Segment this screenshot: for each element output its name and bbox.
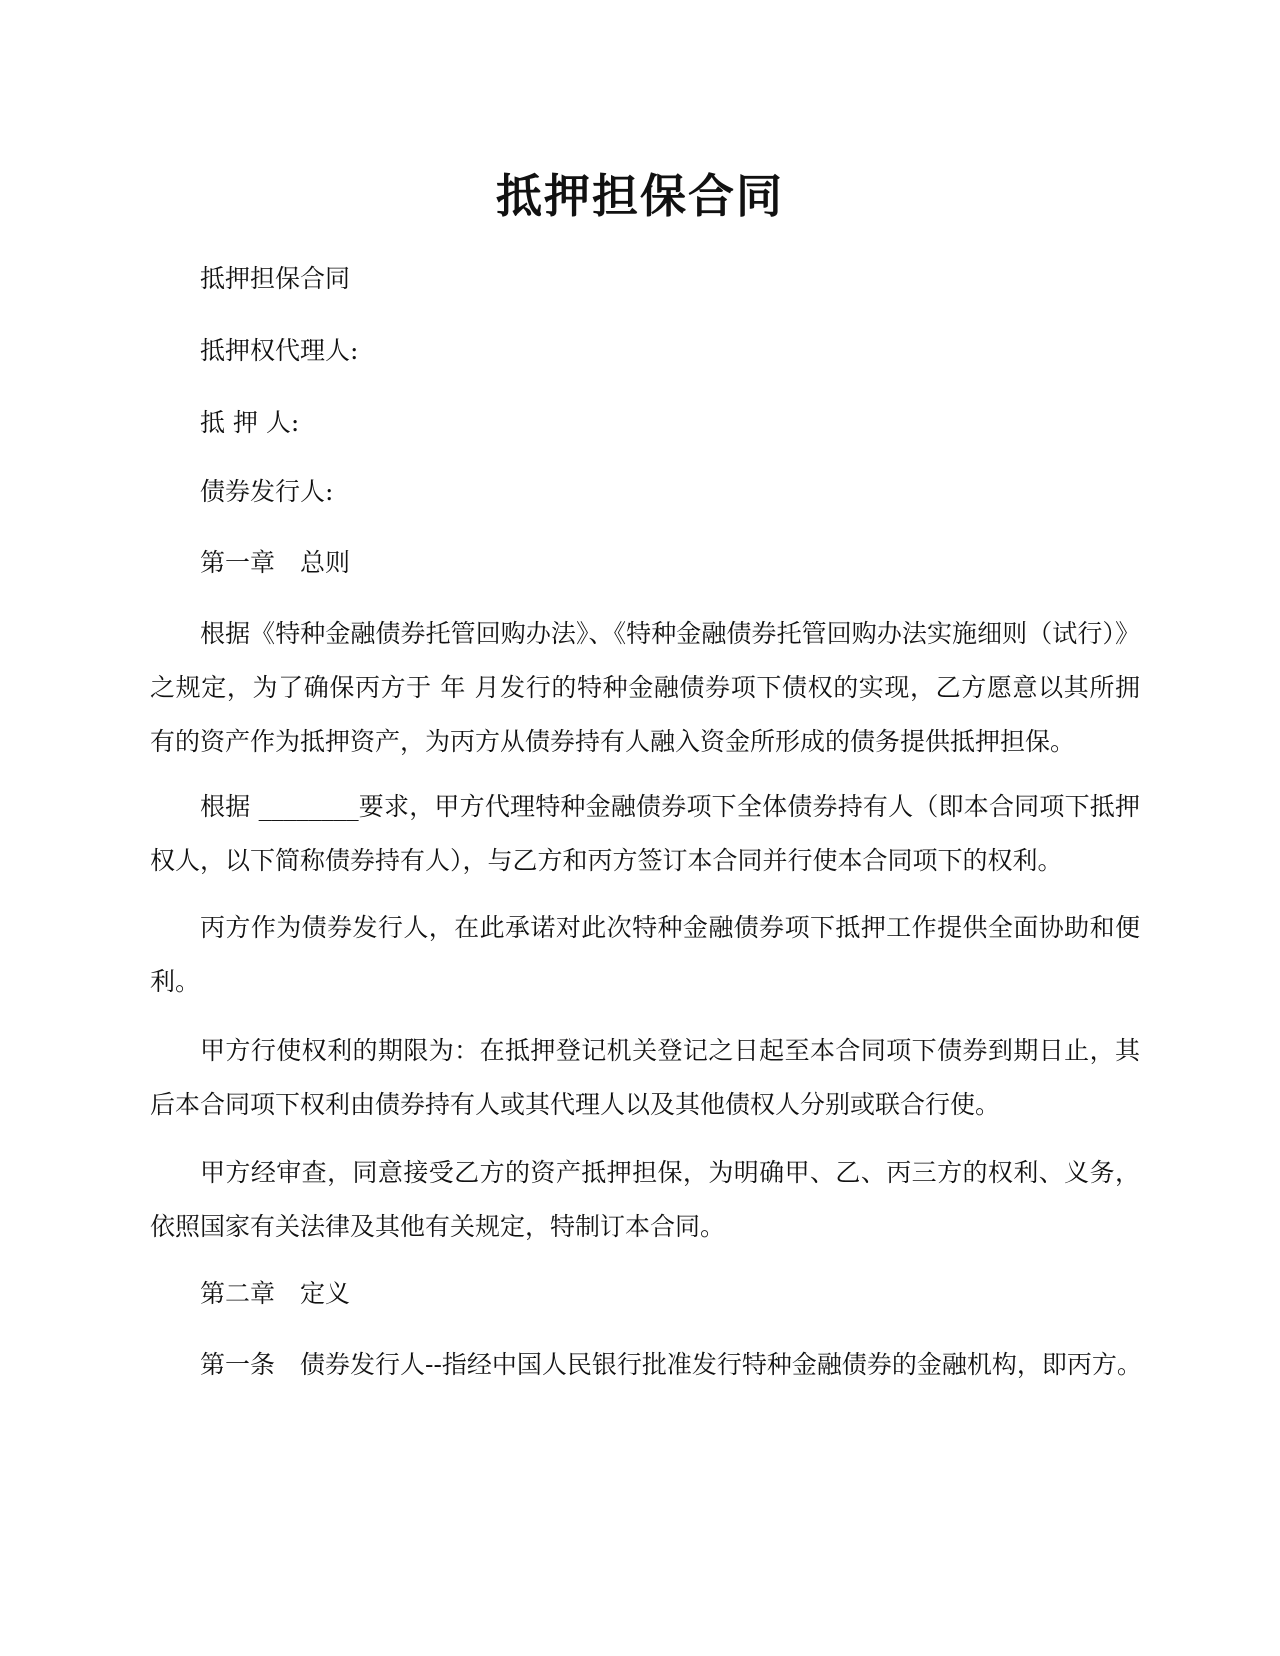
article-1-bond-issuer: 第一条 债券发行人--指经中国人民银行批准发行特种金融债券的金融机构，即丙方。: [200, 1350, 1142, 1379]
paragraph-issuer-commitment: 丙方作为债券发行人，在此承诺对此次特种金融债券项下抵押工作提供全面协助和便利。: [150, 913, 1140, 996]
chapter-heading-general: 第一章 总则: [200, 548, 351, 577]
paragraph-legal-basis: 根据《特种金融债券托管回购办法》、《特种金融债券托管回购办法实施细则（试行）》之规定，为了确保丙方于 年 月发行的特种金融债券项下债权的实现，乙方愿意以其所拥有的资产作为抵押资产，为丙方从债券持有人融入资金所形成的债务提供抵押担保。: [150, 619, 1140, 756]
header-line-contract: 抵押担保合同: [200, 264, 351, 293]
header-line-mortgage-agent: 抵押权代理人:: [200, 336, 359, 365]
paragraph-agent-authority: 根据 ________要求，甲方代理特种金融债券项下全体债券持有人（即本合同项下抵押权人，以下简称债券持有人），与乙方和丙方签订本合同并行使本合同项下的权利。: [150, 792, 1140, 875]
header-line-bond-issuer: 债券发行人:: [200, 477, 334, 506]
paragraph-rights-term: 甲方行使权利的期限为：在抵押登记机关登记之日起至本合同项下债券到期日止，其后本合同项下权利由债券持有人或其代理人以及其他债权人分别或联合行使。: [150, 1036, 1140, 1119]
document-title: 抵押担保合同: [496, 169, 784, 223]
paragraph-agreement-purpose: 甲方经审查，同意接受乙方的资产抵押担保，为明确甲、乙、丙三方的权利、义务，依照国家有关法律及其他有关规定，特制订本合同。: [150, 1158, 1140, 1241]
header-line-mortgagor: 抵 押 人:: [200, 408, 300, 437]
chapter-heading-definitions: 第二章 定义: [200, 1279, 351, 1308]
